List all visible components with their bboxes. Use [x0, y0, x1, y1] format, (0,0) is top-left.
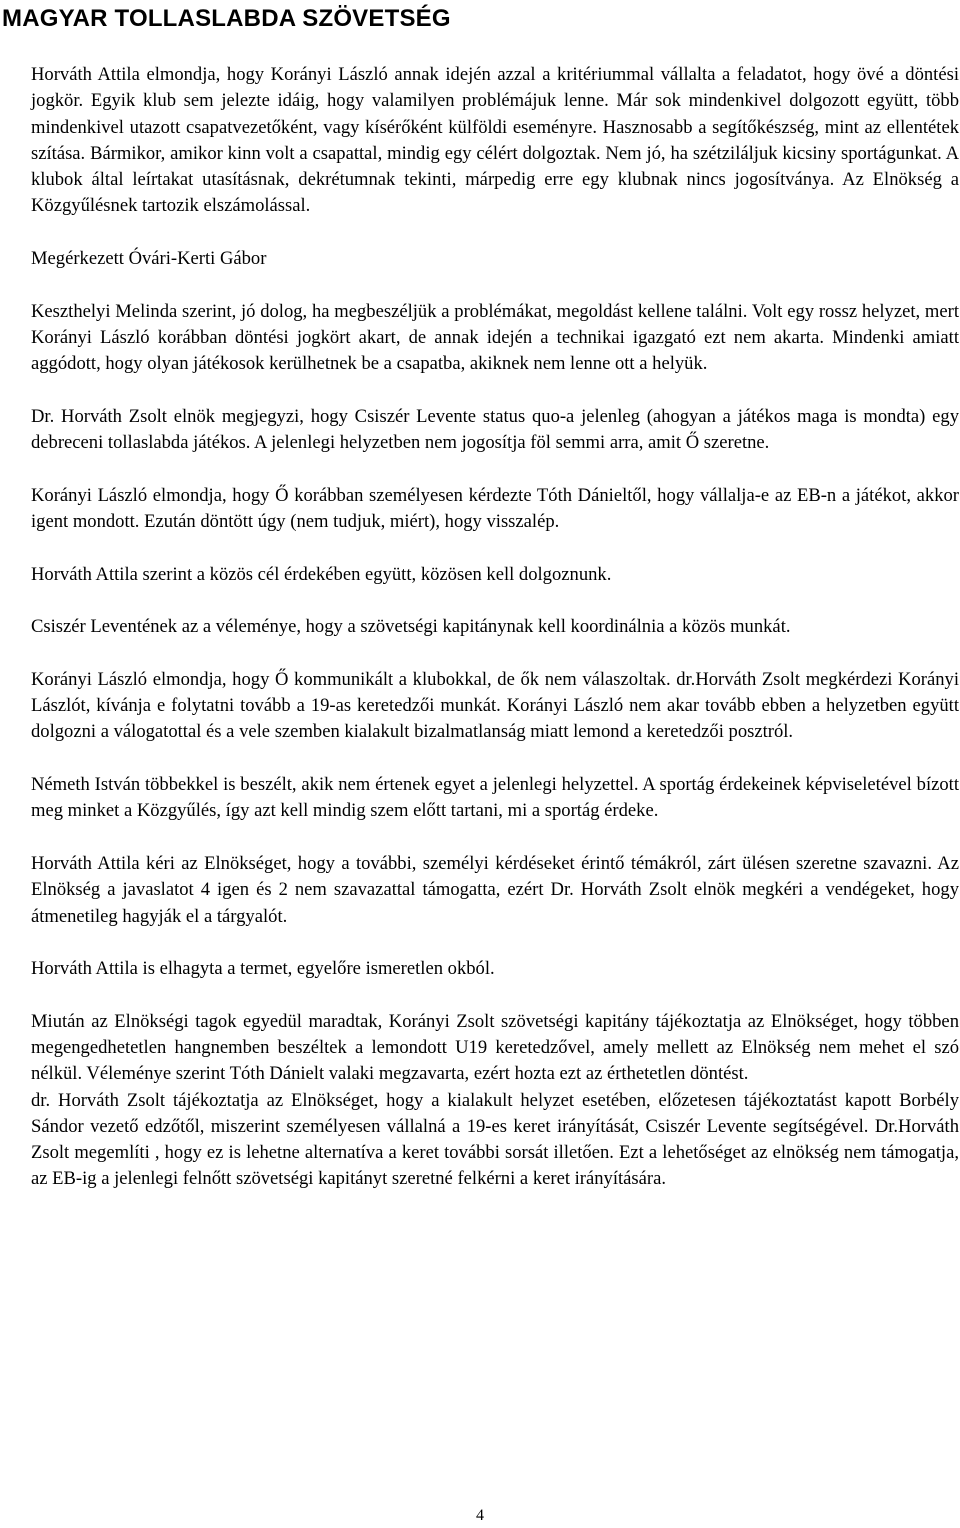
- paragraph-horvath-attila-common-goal: Horváth Attila szerint a közös cél érdekében együtt, közösen kell dolgoznunk.: [31, 563, 612, 585]
- page-number: 4: [476, 1507, 484, 1524]
- document-title: MAGYAR TOLLASLABDA SZÖVETSÉG: [2, 5, 451, 32]
- paragraph-koranyi-laszlo-resigns: Korányi László elmondja, hogy Ő kommunikált a klubokkal, de ők nem válaszoltak. dr.Horváth Zsolt megkérdezi Korányi Lászlót, kívánja e folytatni tovább a 19-as keretedzői munkát. Korányi László nem akar tovább ebben a helyzetben együtt dolgozni a válogatottal és a vele szemben kialakult bizalmatlanság miatt lemond a keretedzői posztról.: [31, 668, 959, 743]
- paragraph-nemeth-istvan: Németh István többekkel is beszélt, akik nem értenek egyet a jelenlegi helyzettel. A sportág érdekeinek képviseletével bízott meg minket a Közgyűlés, így azt kell mindig szem előtt tartani, mi a sportág érdeke.: [31, 774, 959, 822]
- paragraph-dr-horvath-zsolt-alternative: dr. Horváth Zsolt tájékoztatja az Elnökséget, hogy a kialakult helyzet esetében, előzetesen tájékoztatást kapott Borbély Sándor vezető edzőtől, miszerint személyesen vállalná a 19-es keret irányítását, Csiszér Levente segítségével. Dr.Horváth Zsolt megemlíti , hogy ez is lehetne alternatíva a keret további sorsát illetően. Ezt a lehetőséget az elnökség nem támogatja, az EB-ig a jelenlegi felnőtt szövetségi kapitányt szeretné felkérni a keret irányítására.: [31, 1089, 959, 1190]
- paragraph-closed-session-vote: Horváth Attila kéri az Elnökséget, hogy a további, személyi kérdéseket érintő témákról, zárt ülésen szeretne szavazni. Az Elnökség a javaslatot 4 igen és 2 nem szavazattal támogatta, ezért Dr. Horváth Zsolt elnök megkéri a vendégeket, hogy átmenetileg hagyják el a tárgyalót.: [31, 852, 959, 927]
- paragraph-ovari-kerti-arrived: Megérkezett Óvári-Kerti Gábor: [31, 248, 267, 270]
- paragraph-horvath-attila-left: Horváth Attila is elhagyta a termet, egyelőre ismeretlen okból.: [31, 958, 495, 980]
- paragraph-csiszer-levente-opinion: Csiszér Leventének az a véleménye, hogy a szövetségi kapitánynak kell koordinálnia a közös munkát.: [31, 616, 791, 638]
- paragraph-dr-horvath-zsolt-remark: Dr. Horváth Zsolt elnök megjegyzi, hogy Csiszér Levente status quo-a jelenleg (ahogyan a játékos maga is mondta) egy debreceni tollaslabda játékos. A jelenlegi helyzetben nem jogosítja föl semmi arra, amit Ő szeretne.: [31, 405, 959, 454]
- document-body: [31, 62, 959, 1193]
- paragraph-keszthelyi-melinda: Keszthelyi Melinda szerint, jó dolog, ha megbeszéljük a problémákat, megoldást kellene találni. Volt egy rossz helyzet, mert Korányi László korábban döntési jogkört akart, de annak idején a technikai igazgató ezt nem akarta. Mindenki amiatt aggódott, hogy olyan játékosok kerülhetnek be a csapatba, akiknek nem lenne ott a helyük.: [31, 300, 959, 375]
- paragraph-koranyi-zsolt-briefing: Miután az Elnökségi tagok egyedül maradtak, Korányi Zsolt szövetségi kapitány tájékoztatja az Elnökséget, hogy többen megengedhetetlen hangnemben beszéltek a lemondott U19 keretedzővel, amely mellett az Elnökség nem mehet el szó nélkül. Véleménye szerint Tóth Dánielt valaki megzavarta, ezért hozta ezt az érthetetlen döntést.: [31, 1010, 959, 1085]
- paragraph-horvath-attila-statement: Horváth Attila elmondja, hogy Korányi László annak idején azzal a kritériummal vállalta a feladatot, hogy övé a döntési jogkör. Egyik klub sem jelezte idáig, hogy valamilyen problémájuk lenne. Már sok mindenkivel dolgozott együtt, több mindenkivel utazott csapatvezetőként, vagy kísérőként külföldi eseményre. Hasznosabb a segítőkészség, mint az ellentétek szítása. Bármikor, amikor kinn volt a csapattal, mindig egy célért dolgoztak. Nem jó, ha szétziláljuk kicsiny sportágunkat. A klubok által leírtakat utasításnak, dekrétumnak tekinti, márpedig erre egy klubnak nincs jogosítványa. Az Elnökség a Közgyűlésnek tartozik elszámolással.: [31, 64, 959, 217]
- paragraph-koranyi-laszlo-toth-daniel: Korányi László elmondja, hogy Ő korábban személyesen kérdezte Tóth Dánieltől, hogy vállalja-e az EB-n a játékot, akkor igent mondott. Ezután döntött úgy (nem tudjuk, miért), hogy visszalép.: [31, 484, 959, 533]
